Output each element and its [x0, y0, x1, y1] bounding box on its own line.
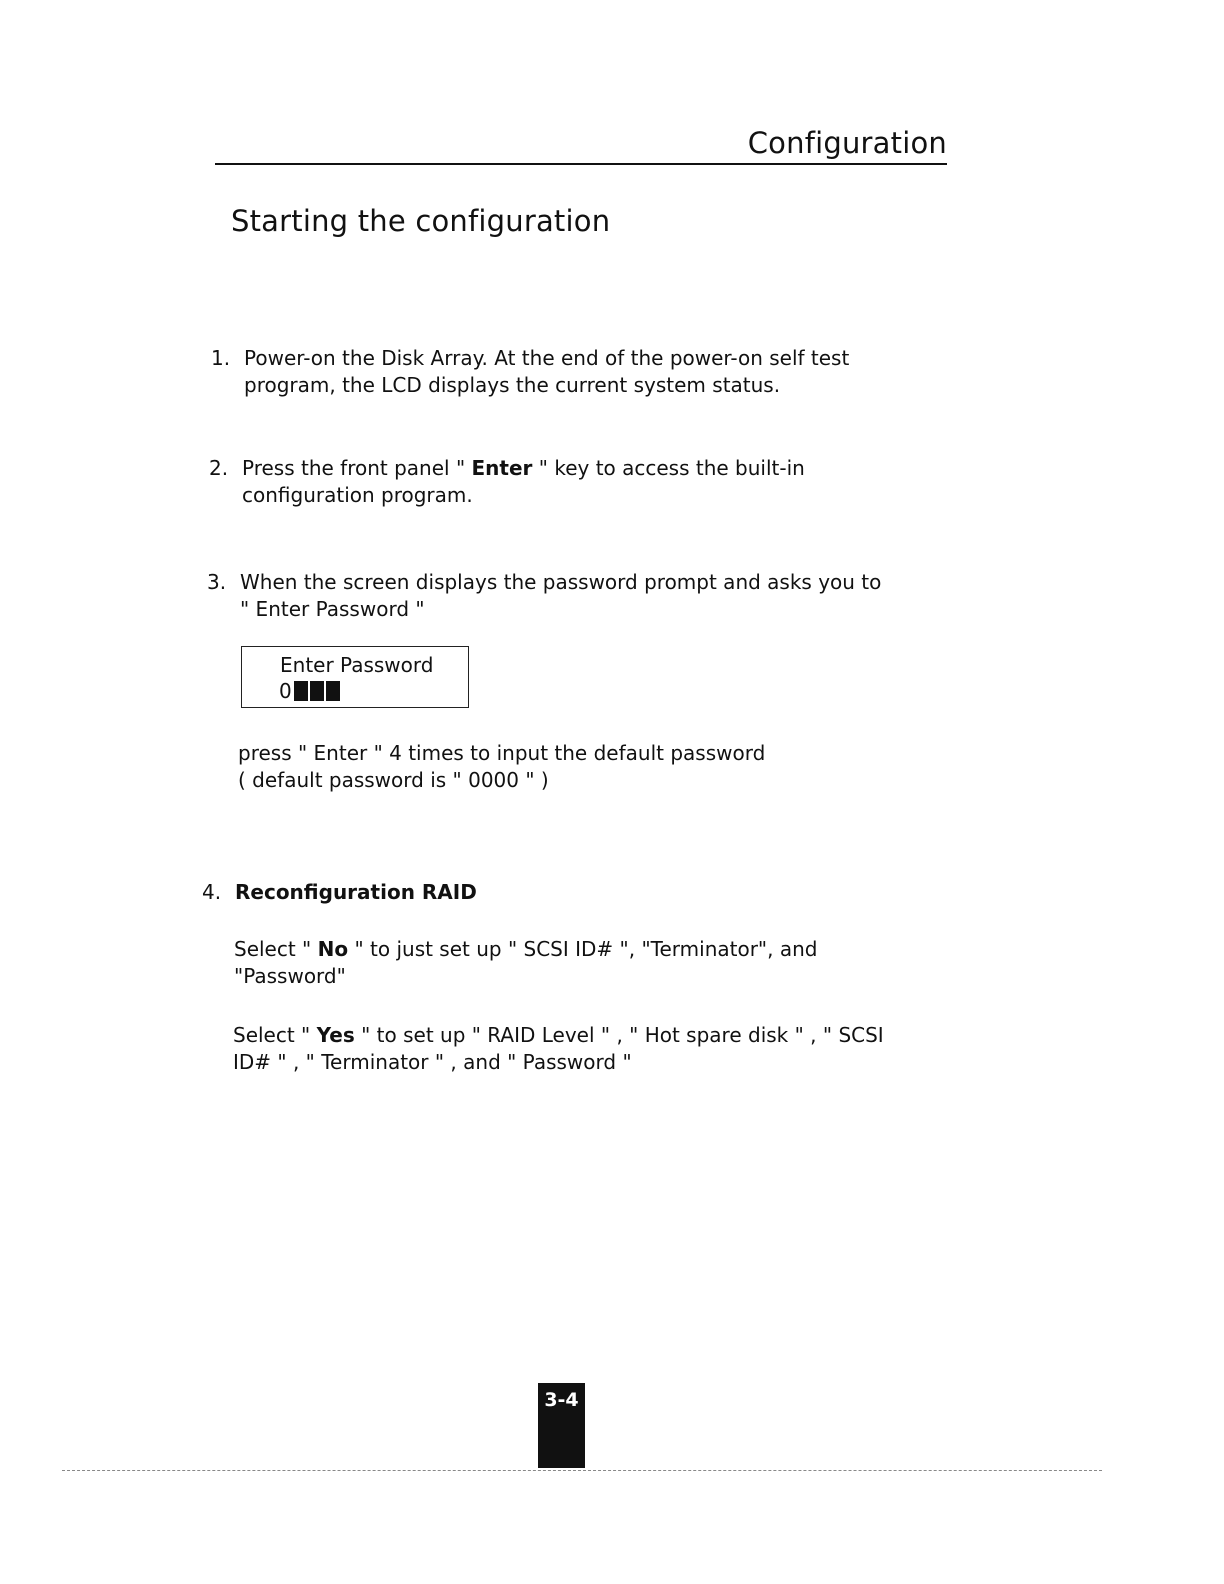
step-title: Reconfiguration RAID: [235, 880, 477, 904]
lcd-prompt: Enter Password: [280, 653, 434, 677]
step-text-line: Press the front panel " Enter " key to access the built-in: [242, 456, 805, 480]
step-text-line: Power-on the Disk Array. At the end of the power-on self test: [244, 346, 850, 370]
lcd-mask-block: [310, 681, 324, 701]
step-text-line: When the screen displays the password prompt and asks you to: [240, 570, 882, 594]
lcd-first-digit: 0: [279, 679, 292, 703]
step-text-line: configuration program.: [242, 483, 473, 507]
page-header-title: Configuration: [747, 126, 947, 160]
option-no: Select " No " to just set up " SCSI ID# ", "Terminator", and "Password": [234, 937, 818, 988]
step-text-line: program, the LCD displays the current system status.: [244, 373, 781, 397]
step-number: 2.: [209, 456, 229, 480]
step-number: 1.: [211, 346, 231, 370]
lcd-display: [241, 646, 469, 708]
lcd-password-input: [279, 680, 340, 702]
lcd-mask-block: [294, 681, 308, 701]
bottom-rule: [62, 1470, 1102, 1471]
section-title: Starting the configuration: [231, 204, 611, 238]
step-number: 4.: [202, 880, 222, 904]
page-number-tab: 3-4: [538, 1383, 585, 1468]
step-text-line: " Enter Password ": [240, 597, 425, 621]
password-note: press " Enter " 4 times to input the default password ( default password is " 0000 " ): [238, 741, 766, 792]
step-number: 3.: [207, 570, 227, 594]
yes-label: Yes: [316, 1023, 355, 1047]
lcd-mask-block: [326, 681, 340, 701]
header-rule: [215, 163, 947, 165]
enter-key-label: Enter: [471, 456, 533, 480]
option-yes: Select " Yes " to set up " RAID Level " , " Hot spare disk " , " SCSI ID# " , " Terminator " , and " Password ": [233, 1023, 884, 1074]
no-label: No: [317, 937, 349, 961]
